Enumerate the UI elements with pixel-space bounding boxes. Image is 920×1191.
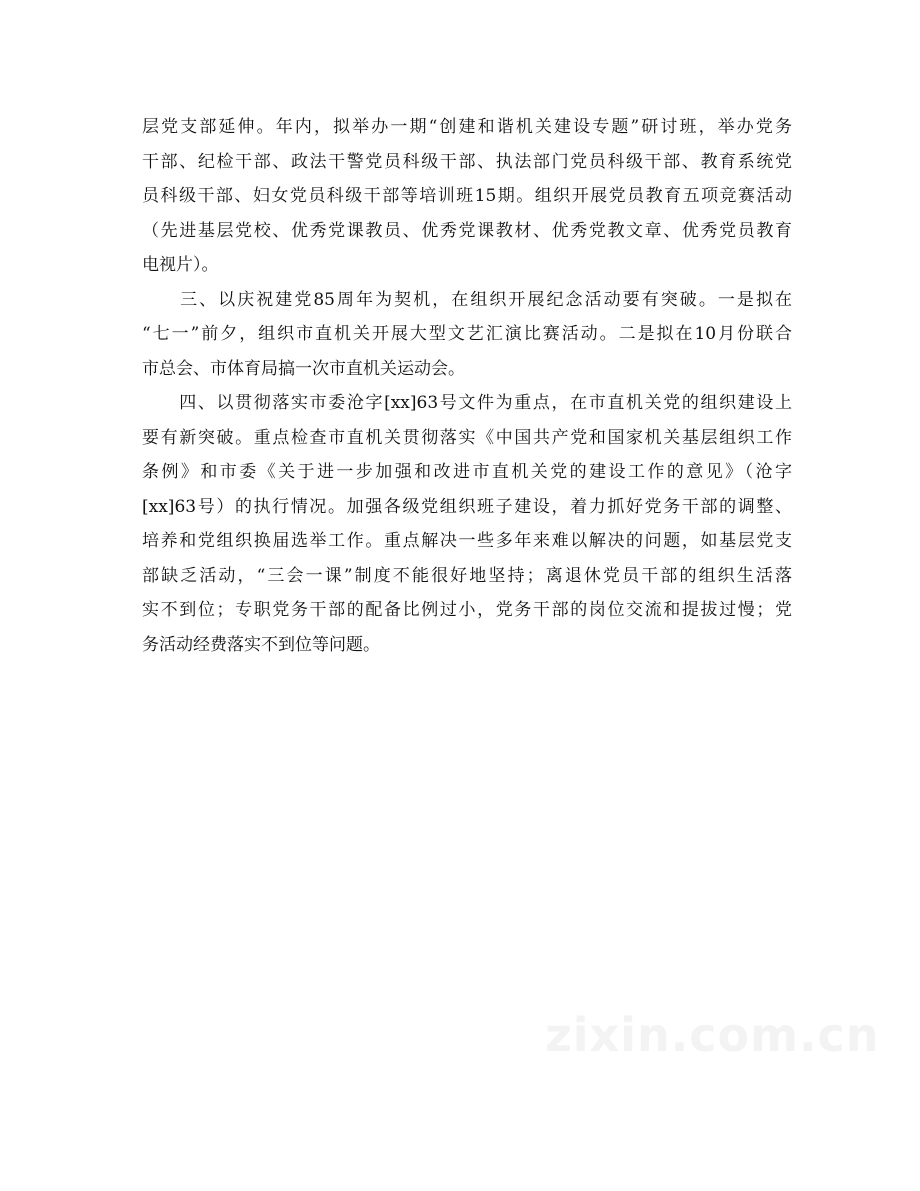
text-line: “七一”前夕，组织市直机关开展大型文艺汇演比赛活动。二是拟在10月份联合 — [142, 324, 792, 344]
document-body — [142, 110, 792, 662]
text-line: 员科级干部、妇女党员科级干部等培训班15期。组织开展党员教育五项竞赛活动 — [142, 186, 792, 206]
text-line: 务活动经费落实不到位等问题。 — [142, 634, 380, 655]
text-line: （先进基层党校、优秀党课教员、优秀党课教材、优秀党教文章、优秀党员教育 — [142, 220, 792, 241]
text-line: 条例》和市委《关于进一步加强和改进市直机关党的建设工作的意见》（沧字 — [142, 462, 792, 482]
text-line: 培养和党组织换届选举工作。重点解决一些多年来难以解决的问题，如基层党支 — [142, 531, 792, 551]
text-line: 四、以贯彻落实市委沧字[xx]63号文件为重点，在市直机关党的组织建设上 — [142, 393, 792, 413]
text-line: 三、以庆祝建党85周年为契机，在组织开展纪念活动要有突破。一是拟在 — [142, 289, 792, 310]
text-line: [xx]63号）的执行情况。加强各级党组织班子建设，着力抓好党务干部的调整、 — [142, 496, 792, 517]
text-line: 电视片）。 — [142, 255, 219, 275]
text-line: 市总会、市体育局搞一次市直机关运动会。 — [142, 358, 465, 379]
text-line: 层党支部延伸。年内，拟举办一期“创建和谐机关建设专题”研讨班，举办党务 — [142, 117, 792, 137]
text-line: 实不到位；专职党务干部的配备比例过小，党务干部的岗位交流和提拔过慢；党 — [142, 600, 792, 620]
text-line: 要有新突破。重点检查市直机关贯彻落实《中国共产党和国家机关基层组织工作 — [142, 427, 792, 448]
text-line: 干部、纪检干部、政法干警党员科级干部、执法部门党员科级干部、教育系统党 — [142, 151, 792, 172]
watermark: zixin.com.cn — [545, 1008, 880, 1062]
text-line: 部缺乏活动，“三会一课”制度不能很好地坚持；离退休党员干部的组织生活落 — [142, 565, 792, 586]
